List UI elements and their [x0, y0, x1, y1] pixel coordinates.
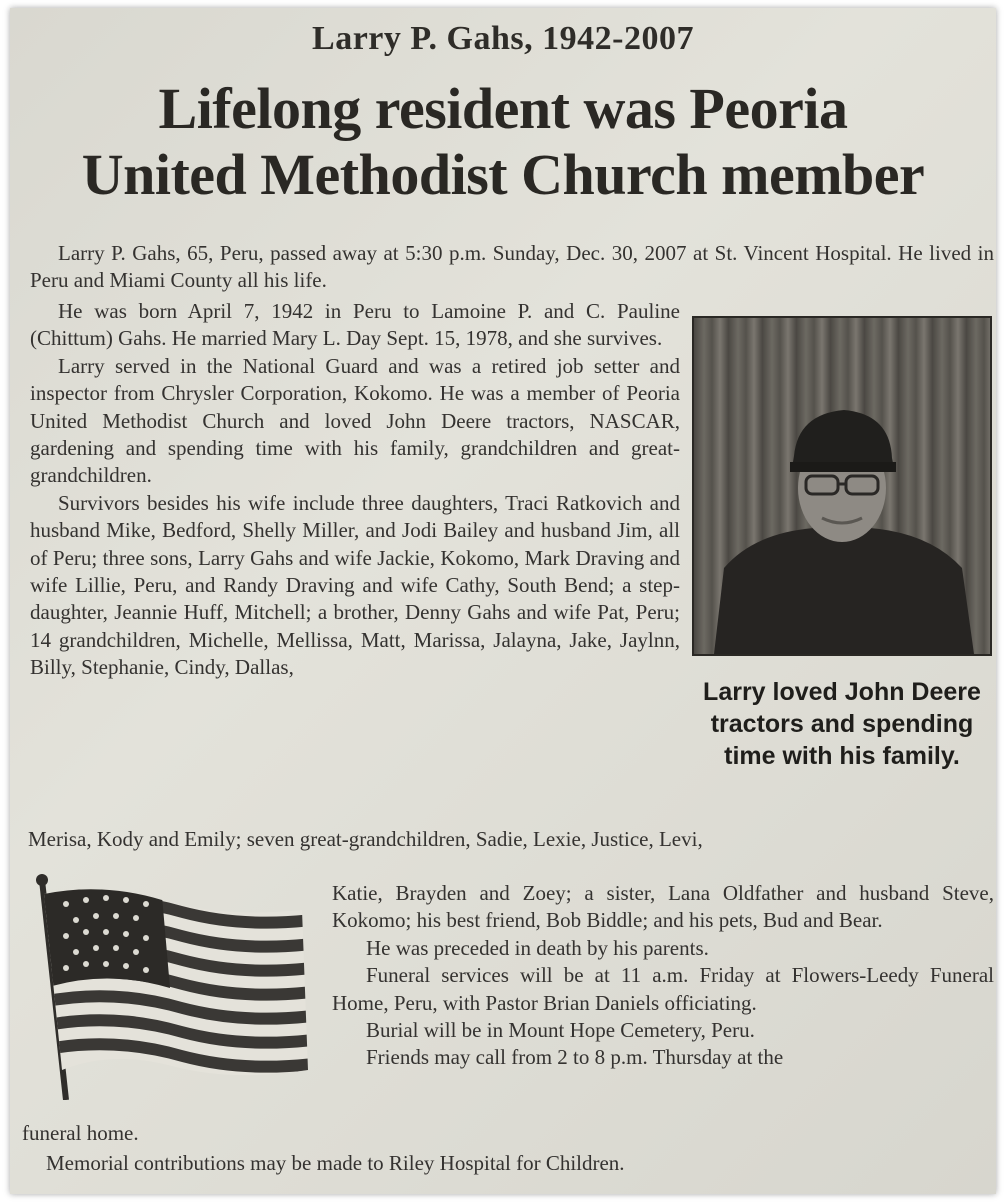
- headline: [10, 76, 996, 208]
- intro-paragraph: Larry P. Gahs, 65, Peru, passed away at 5:30 p.m. Sunday, Dec. 30, 2007 at St. Vincent Hospital. He lived in Peru and Miami County all his life.: [30, 241, 994, 293]
- survivors-end: Katie, Brayden and Zoey; a sister, Lana Oldfather and husband Steve, Kokomo; his best friend, Bob Biddle; and his pets, Bud and Bear.: [332, 881, 994, 933]
- obituary-kicker: Larry P. Gahs, 1942-2007: [312, 20, 694, 57]
- survivors-continued: [28, 826, 994, 853]
- headline-line-2: United Methodist Church member: [81, 142, 925, 207]
- career-paragraph: Larry served in the National Guard and was a retired job setter and inspector from Chrysler Corporation, Kokomo. He was a member of Peoria United Methodist Church and loved John Deere tractors, NASCAR, gardening and spending time with his family, grandchildren and great-grandchildren.: [30, 353, 680, 488]
- lower-column: [332, 880, 994, 1072]
- preceded-paragraph: He was preceded in death by his parents.: [366, 935, 709, 960]
- headline-line-1: Lifelong resident was Peoria: [158, 76, 848, 141]
- portrait-figure: [694, 318, 990, 654]
- birth-paragraph: He was born April 7, 1942 in Peru to Lamoine P. and C. Pauline (Chittum) Gahs. He married Mary L. Day Sept. 15, 1978, and she survives.: [30, 299, 680, 351]
- survivors-paragraph: Survivors besides his wife include three daughters, Traci Ratkovich and husband Mike, Bedford, Shelly Miller, and Jodi Bailey and husband Jim, all of Peru; three sons, Larry Gahs and wife Jackie, Kokomo, Mark Draving and wife Lillie, Peru, and Randy Draving and wife Cathy, South Bend; a step-daughter, Jeannie Huff, Mitchell; a brother, Denny Gahs and wife Pat, Peru; 14 grandchildren, Michelle, Mellissa, Matt, Marissa, Jalayna, Jake, Jaylnn, Billy, Stephanie, Cindy, Dallas,: [30, 490, 680, 680]
- burial-paragraph: Burial will be in Mount Hope Cemetery, Peru.: [366, 1018, 755, 1043]
- main-column: [30, 298, 680, 682]
- visitation-tail: funeral home.: [22, 1121, 139, 1145]
- portrait-photo: [692, 316, 992, 656]
- obituary-clipping: [10, 8, 996, 1194]
- american-flag-icon: [22, 870, 312, 1100]
- funeral-paragraph: Funeral services will be at 11 a.m. Friday at Flowers-Leedy Funeral Home, Peru, with Pastor Brian Daniels officiating.: [332, 963, 994, 1015]
- visitation-paragraph: Friends may call from 2 to 8 p.m. Thursday at the: [366, 1045, 784, 1070]
- photo-caption: Larry loved John Deere tractors and spending time with his family.: [703, 678, 981, 770]
- memorial-paragraph: Memorial contributions may be made to Riley Hospital for Children.: [46, 1151, 625, 1175]
- survivors-continued-line: Merisa, Kody and Emily; seven great-grandchildren, Sadie, Lexie, Justice, Levi,: [28, 827, 703, 851]
